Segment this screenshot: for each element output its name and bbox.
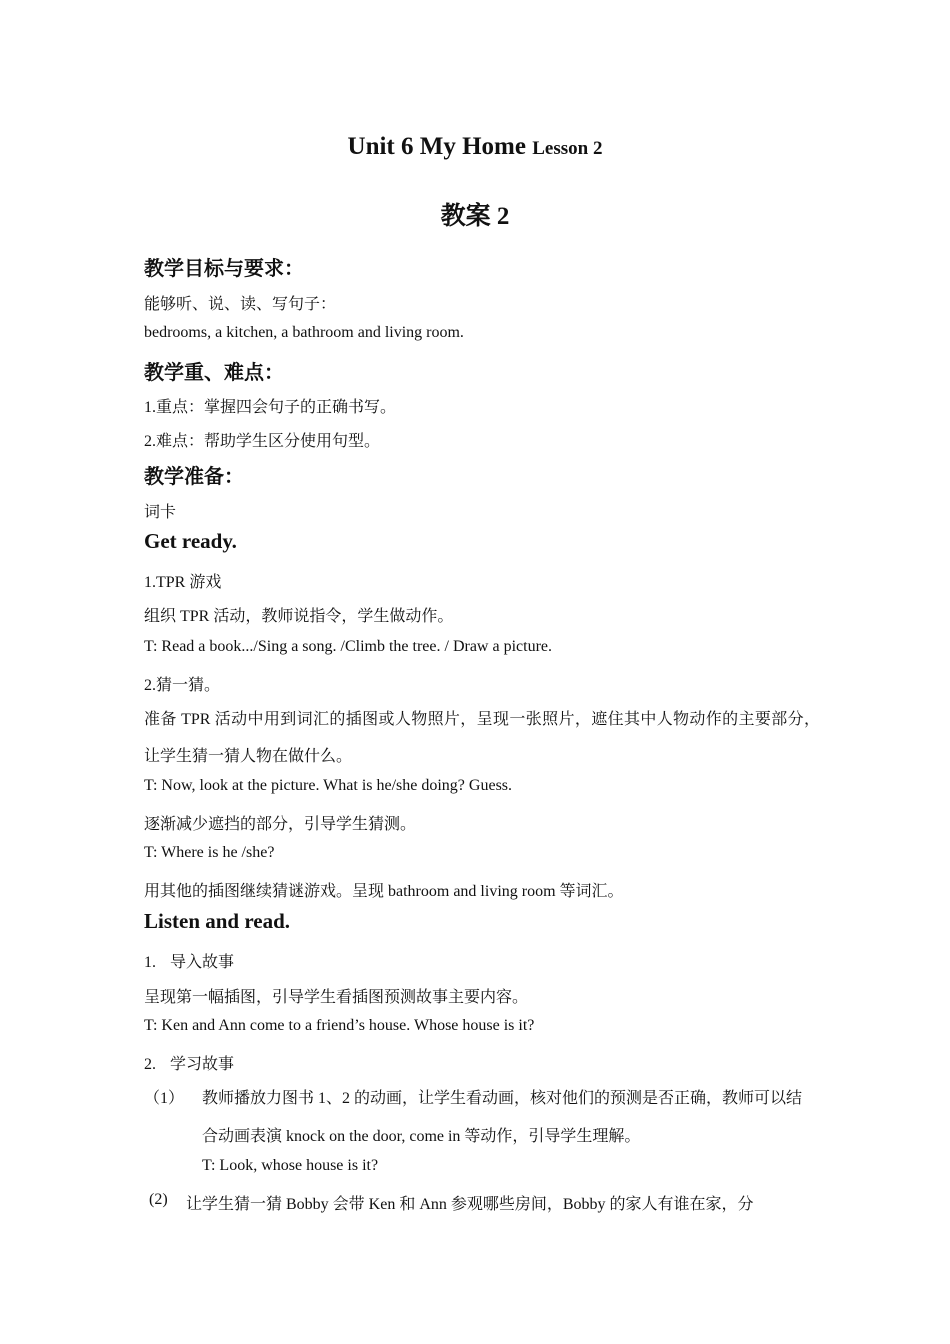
preparation-heading: 教学准备： — [144, 466, 244, 488]
sub-item-1-number: （1） — [144, 1090, 185, 1107]
item-1-text: 导入故事 — [170, 954, 235, 971]
listen-read-item-1 — [144, 949, 234, 972]
listen-read-line-2: 呈现第一幅插图，引导学生看插图预测故事主要内容。 — [144, 989, 529, 1006]
item-2-number: 2. — [144, 1056, 156, 1073]
objectives-line-2: bedrooms, a kitchen, a bathroom and living room. — [144, 324, 464, 341]
key-points-heading: 教学重、难点： — [144, 362, 284, 384]
get-ready-line-5: 准备 TPR 活动中用到词汇的插图或人物照片，呈现一张照片，遮住其中人物动作的主要部分， — [144, 711, 820, 728]
sub-item-1-line-2: 合动画表演 knock on the door, come in 等动作，引导学生理解。 — [202, 1128, 641, 1145]
title-lesson: Lesson 2 — [532, 138, 603, 159]
title-main: Unit 6 My Home — [347, 133, 526, 160]
sub-item-2-number: (2) — [149, 1191, 168, 1208]
listen-read-heading: Listen and read. — [144, 909, 291, 933]
get-ready-line-7: T: Now, look at the picture. What is he/she doing? Guess. — [144, 777, 513, 794]
sub-item-1-line-3: T: Look, whose house is it? — [202, 1157, 379, 1174]
key-points-line-2: 2.难点：帮助学生区分使用句型。 — [144, 433, 381, 450]
sub-item-2-line-1: 让学生猜一猜 Bobby 会带 Ken 和 Ann 参观哪些房间，Bobby 的家人有谁在家，分 — [186, 1196, 754, 1213]
listen-read-line-3: T: Ken and Ann come to a friend’s house. Whose house is it? — [144, 1017, 535, 1034]
item-2-text: 学习故事 — [170, 1056, 235, 1073]
get-ready-line-8: 逐渐减少遮挡的部分，引导学生猜测。 — [144, 816, 417, 833]
objectives-heading: 教学目标与要求： — [144, 258, 304, 280]
key-points-line-1: 1.重点：掌握四会句子的正确书写。 — [144, 399, 397, 416]
sub-item-1-line-1: 教师播放力图书 1、2 的动画，让学生看动画，核对他们的预测是否正确，教师可以结 — [202, 1090, 803, 1107]
get-ready-line-1: 1.TPR 游戏 — [144, 574, 222, 591]
document-title — [0, 133, 950, 161]
listen-read-item-2 — [144, 1051, 234, 1074]
get-ready-line-6: 让学生猜一猜人物在做什么。 — [144, 748, 353, 765]
item-1-number: 1. — [144, 954, 156, 971]
document-subtitle: 教案 2 — [440, 203, 510, 230]
get-ready-line-9: T: Where is he /she? — [144, 844, 275, 861]
get-ready-line-2: 组织 TPR 活动，教师说指令，学生做动作。 — [144, 608, 454, 625]
objectives-line-1: 能够听、说、读、写句子： — [144, 296, 337, 313]
preparation-line-1: 词卡 — [144, 504, 177, 521]
get-ready-line-4: 2.猜一猜。 — [144, 677, 221, 694]
get-ready-heading: Get ready. — [144, 529, 237, 553]
get-ready-line-10: 用其他的插图继续猜谜游戏。呈现 bathroom and living room 等词汇。 — [144, 883, 624, 900]
get-ready-line-3: T: Read a book.../Sing a song. /Climb the tree. / Draw a picture. — [144, 638, 552, 655]
